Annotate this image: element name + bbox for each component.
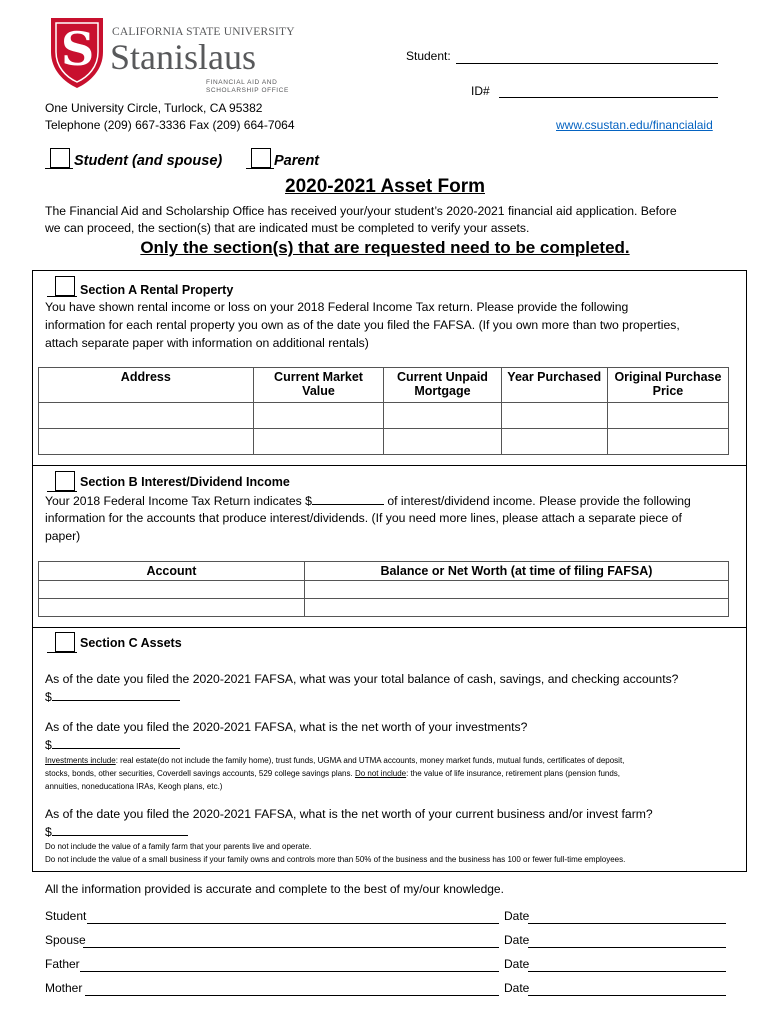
answer-cash (45, 688, 180, 706)
section-b-line-3: paper) (45, 529, 81, 543)
signature-row-spouse (45, 933, 735, 951)
checkbox-section-b[interactable] (55, 471, 75, 491)
checkbox-section-c[interactable] (55, 632, 75, 652)
signature-row-mother (45, 981, 735, 999)
table-cell[interactable] (39, 581, 305, 599)
section-b-line-2: information for the accounts that produce interest/dividends. (If you need more lines, please attach a separate piece of (45, 511, 682, 525)
logo-line-3: FINANCIAL AID AND (206, 79, 278, 86)
spouse-signature-field[interactable] (83, 947, 499, 948)
student-date-field[interactable] (528, 923, 726, 924)
office-address: One University Circle, Turlock, CA 95382 (45, 101, 263, 115)
table-cell[interactable] (304, 599, 728, 617)
dollar-sign: $ (45, 738, 52, 752)
id-field[interactable] (499, 97, 718, 98)
certification-statement: All the information provided is accurate and complete to the best of my/our knowledge. (45, 882, 504, 896)
website-link[interactable]: www.csustan.edu/financialaid (556, 118, 713, 132)
table-cell[interactable] (39, 403, 254, 429)
checkbox-underline (47, 652, 77, 653)
table-cell[interactable] (253, 429, 384, 455)
logo-line-2: Stanislaus (110, 37, 257, 77)
col-unpaid-mortgage: Current Unpaid Mortgage (384, 368, 501, 403)
investments-note-line-3: annuities, noneducationa IRAs, Keogh plans, etc.) (45, 782, 223, 791)
col-account: Account (39, 562, 305, 581)
table-row (39, 403, 729, 429)
checkbox-student-spouse[interactable] (50, 148, 70, 168)
investments-include-text: : real estate(do not include the family home), trust funds, UGMA and UTMA accounts, money market funds, mutual funds, certificates of deposit, (115, 756, 625, 765)
table-cell[interactable] (304, 581, 728, 599)
business-note-2: Do not include the value of a small business if your family owns and controls more than 50% of the business and the business has 100 or fewer full-time employees. (45, 855, 626, 864)
section-a-line-1: You have shown rental income or loss on your 2018 Federal Income Tax return. Please provide the following (45, 300, 629, 314)
intro-line-1: The Financial Aid and Scholarship Office has received your/your student’s 2020-2021 financial aid application. Before (45, 204, 677, 218)
office-telephone: Telephone (209) 667-3336 Fax (209) 664-7064 (45, 118, 295, 132)
spouse-date-field[interactable] (528, 947, 726, 948)
table-cell[interactable] (501, 429, 607, 455)
cash-amount-field[interactable] (52, 688, 180, 701)
date-label: Date (504, 909, 530, 923)
business-amount-field[interactable] (52, 823, 188, 836)
table-row (39, 429, 729, 455)
answer-business (45, 823, 188, 841)
student-signature-field[interactable] (87, 923, 499, 924)
investments-note-line-2 (45, 769, 620, 778)
date-label: Date (504, 981, 530, 995)
checkbox-underline (47, 296, 77, 297)
section-b-title: Section B Interest/Dividend Income (80, 475, 290, 489)
section-b-line-1-start: Your 2018 Federal Income Tax Return indicates $ (45, 494, 312, 508)
mother-signature-field[interactable] (85, 995, 499, 996)
investments-include-label: Investments include (45, 756, 116, 765)
signer-label: Spouse (45, 933, 86, 947)
table-cell[interactable] (607, 403, 728, 429)
investments-amount-field[interactable] (52, 736, 180, 749)
rental-property-table (38, 367, 729, 455)
date-label: Date (504, 957, 530, 971)
id-label: ID# (471, 84, 490, 98)
section-b-line-1-end: of interest/dividend income. Please provide the following (383, 494, 691, 508)
section-a-line-3: attach separate paper with information on additional rentals) (45, 336, 369, 350)
date-label: Date (504, 933, 530, 947)
business-note-1: Do not include the value of a family farm that your parents live and operate. (45, 842, 312, 851)
logo-line-1: CALIFORNIA STATE UNIVERSITY (112, 26, 295, 38)
logo-line-4: SCHOLARSHIP OFFICE (206, 87, 289, 94)
col-address: Address (39, 368, 254, 403)
table-row (39, 599, 729, 617)
col-balance: Balance or Net Worth (at time of filing FAFSA) (304, 562, 728, 581)
question-cash: As of the date you filed the 2020-2021 FAFSA, what was your total balance of cash, savings, and checking accounts? (45, 672, 679, 686)
question-investments: As of the date you filed the 2020-2021 FAFSA, what is the net worth of your investments? (45, 720, 528, 734)
interest-amount-field[interactable] (312, 492, 384, 505)
investments-line-2-end: : the value of life insurance, retirement plans (pension funds, (406, 769, 621, 778)
checkbox-underline (45, 168, 73, 169)
interest-account-table (38, 561, 729, 617)
dollar-sign: $ (45, 825, 52, 839)
checkbox-parent[interactable] (251, 148, 271, 168)
signature-row-father (45, 957, 735, 975)
signature-row-student (45, 909, 735, 927)
table-cell[interactable] (253, 403, 384, 429)
section-b-line-1 (45, 492, 691, 510)
shield-letter: S (61, 22, 95, 76)
checkbox-underline (246, 168, 274, 169)
mother-date-field[interactable] (528, 995, 726, 996)
student-name-field[interactable] (456, 63, 718, 64)
student-label: Student: (406, 49, 451, 63)
table-cell[interactable] (607, 429, 728, 455)
signer-label: Father (45, 957, 80, 971)
form-title: 2020-2021 Asset Form (285, 176, 485, 197)
section-a-line-2: information for each rental property you own as of the date you filed the FAFSA. (If you own more than two properties, (45, 318, 680, 332)
answer-investments (45, 736, 180, 754)
university-logo (48, 16, 295, 96)
table-cell[interactable] (39, 429, 254, 455)
col-year-purchased: Year Purchased (501, 368, 607, 403)
investments-note-line-1 (45, 756, 624, 765)
table-row (39, 581, 729, 599)
col-market-value: Current Market Value (253, 368, 384, 403)
signer-label: Mother (45, 981, 83, 995)
notice-heading: Only the section(s) that are requested need to be completed. (140, 238, 630, 257)
role-student-spouse-label: Student (and spouse) (74, 153, 223, 169)
table-cell[interactable] (501, 403, 607, 429)
section-a-title: Section A Rental Property (80, 283, 234, 297)
signer-label: Student (45, 909, 87, 923)
father-signature-field[interactable] (80, 971, 499, 972)
section-c-title: Section C Assets (80, 636, 182, 650)
table-cell[interactable] (384, 429, 501, 455)
table-cell[interactable] (39, 599, 305, 617)
col-purchase-price: Original Purchase Price (607, 368, 728, 403)
investments-line-2-start: stocks, bonds, other securities, Coverdell savings accounts, 529 college savings plans. (45, 769, 355, 778)
investments-not-include-label: Do not include (354, 769, 407, 778)
dollar-sign: $ (45, 690, 52, 704)
table-cell[interactable] (384, 403, 501, 429)
father-date-field[interactable] (528, 971, 726, 972)
role-parent-label: Parent (274, 153, 320, 169)
question-business: As of the date you filed the 2020-2021 FAFSA, what is the net worth of your current business and/or invest farm? (45, 807, 653, 821)
checkbox-section-a[interactable] (55, 276, 75, 296)
intro-line-2: we can proceed, the section(s) that are indicated must be completed to verify your assets. (45, 221, 530, 235)
